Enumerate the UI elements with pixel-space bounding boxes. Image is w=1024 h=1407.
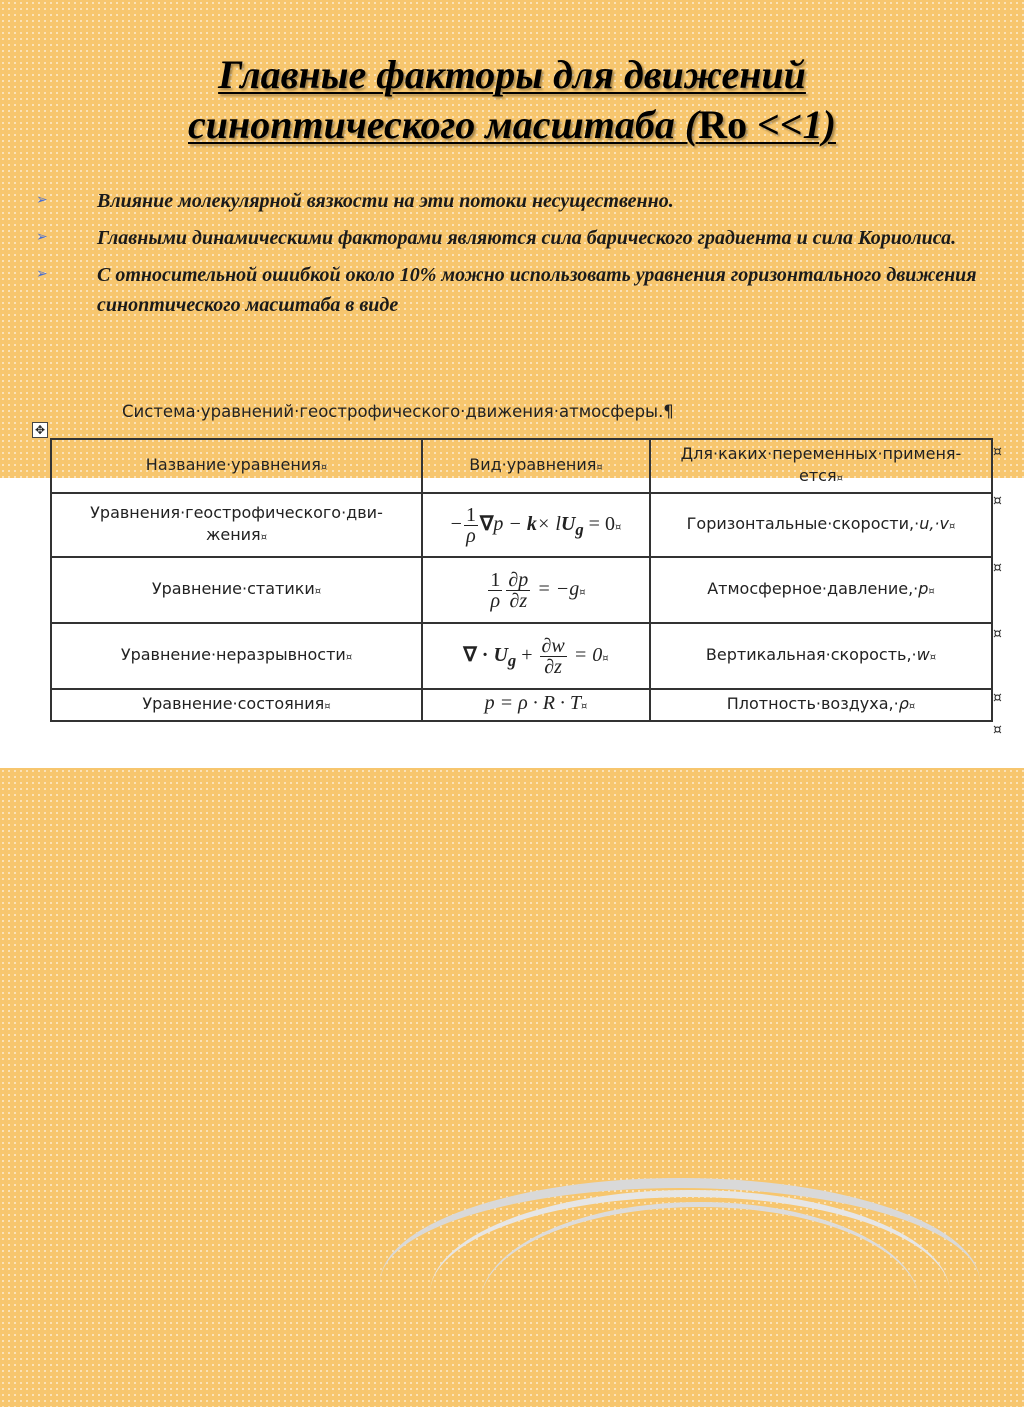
- arrow-bullet-icon: ➢: [36, 230, 48, 245]
- table-row: [51, 623, 992, 689]
- row-end-mark: ¤: [993, 626, 1002, 642]
- formula-part: ∇: [479, 512, 494, 535]
- formula-part: = 0: [568, 643, 603, 666]
- bullet-item: [36, 260, 996, 320]
- row-end-mark: ¤: [993, 690, 1002, 706]
- arrow-bullet-icon: ➢: [36, 193, 48, 208]
- formula-part: −: [450, 512, 462, 535]
- equation-name-cell: [51, 557, 422, 623]
- cell-mark: ¤: [908, 700, 916, 712]
- cell-mark: ¤: [320, 461, 328, 473]
- row-end-mark: ¤: [993, 444, 1002, 460]
- table-row: [51, 689, 992, 721]
- variables-cell: [650, 689, 992, 721]
- header-name: Название·уравнения: [145, 454, 321, 474]
- variable-symbol: ρ: [898, 693, 909, 713]
- formula-part: U: [560, 512, 576, 535]
- fraction: [464, 505, 478, 546]
- cell-mark: ¤: [345, 651, 353, 663]
- fraction: [488, 570, 502, 611]
- table-caption: Система·уравнений·геострофического·движения·атмосферы.¶: [122, 402, 674, 421]
- header-cell: [422, 439, 650, 493]
- formula-cell: [422, 557, 650, 623]
- cell-mark: ¤: [928, 585, 935, 597]
- fraction-num: ∂w: [541, 634, 565, 657]
- variables-text: Атмосферное·давление,·: [707, 578, 919, 598]
- cell-mark: ¤: [948, 520, 956, 532]
- cell-mark: ¤: [929, 651, 937, 663]
- bullet-list: [36, 186, 996, 327]
- formula-part: × l: [536, 512, 561, 535]
- title-line-1: Главные факторы для движений: [218, 52, 806, 97]
- equation-name: Уравнение·статики: [151, 578, 315, 598]
- table-header-row: [51, 439, 992, 493]
- variables-cell: [650, 557, 992, 623]
- table-row: [51, 557, 992, 623]
- title-line-2-end: <<1): [747, 102, 836, 147]
- formula-part: = 0: [583, 512, 615, 535]
- header-cell: [650, 439, 992, 493]
- hydrostatic-formula: [486, 568, 580, 612]
- variables-text: Вертикальная·скорость,·: [705, 644, 917, 664]
- fraction-den: ∂z: [544, 655, 562, 678]
- cell-mark: ¤: [602, 652, 609, 664]
- row-end-mark: ¤: [993, 560, 1002, 576]
- header-form: Вид·уравнения: [469, 454, 597, 474]
- formula-part: = −g: [532, 577, 580, 600]
- bullet-text: С относительной ошибкой около 10% можно использовать уравнения горизонтального движения синоптического масштаба в виде: [97, 264, 977, 316]
- fraction-num: 1: [490, 568, 501, 591]
- header-variables: Для·каких·переменных·применя-ется: [680, 443, 962, 485]
- variables-cell: [650, 623, 992, 689]
- move-handle-icon[interactable]: ✥: [32, 422, 48, 438]
- variables-text: Горизонтальные·скорости,·: [686, 513, 920, 533]
- table-row: [51, 493, 992, 557]
- fraction-num: 1: [465, 503, 476, 526]
- fraction-num: ∂p: [508, 568, 529, 591]
- title-line-2-text: синоптического масштаба (: [188, 102, 699, 147]
- formula-cell: [422, 493, 650, 557]
- variable-symbol: p: [918, 578, 929, 598]
- formula-part: g: [575, 519, 584, 539]
- bullet-item: [36, 223, 996, 253]
- title-line-2: [0, 100, 1024, 150]
- equation-name: Уравнения·геострофического·дви-жения: [90, 502, 383, 544]
- variable-symbol: w: [916, 644, 930, 664]
- formula-part: k: [526, 512, 537, 535]
- fraction: [506, 570, 530, 611]
- equations-table: [50, 438, 993, 722]
- formula-part: p −: [493, 512, 527, 535]
- geostrophic-formula: [450, 503, 615, 547]
- variables-text: Плотность·воздуха,·: [726, 693, 899, 713]
- fraction-den: ∂z: [509, 589, 528, 612]
- equation-name-cell: [51, 493, 422, 557]
- equation-name: Уравнение·состояния: [142, 693, 325, 713]
- bullet-text: Главными динамическими факторами являются сила барического градиента и сила Кориолиса.: [97, 227, 957, 249]
- decorative-swirl: [480, 1202, 920, 1407]
- variables-cell: [650, 493, 992, 557]
- title-ro: Ro: [698, 102, 748, 147]
- cell-mark: ¤: [324, 700, 331, 712]
- formula-cell: [422, 623, 650, 689]
- bullet-text: Влияние молекулярной вязкости на эти потоки несущественно.: [97, 190, 674, 212]
- continuity-formula: [463, 634, 603, 678]
- equation-name-cell: [51, 689, 422, 721]
- formula-part: g: [507, 650, 517, 670]
- variable-symbol: u,·v: [919, 513, 949, 533]
- state-formula: p = ρ · R · T: [484, 692, 582, 714]
- cell-mark: ¤: [314, 585, 322, 597]
- slide-title: [0, 50, 1024, 150]
- cell-mark: ¤: [579, 586, 586, 598]
- formula-part: +: [516, 643, 538, 666]
- formula-cell: [422, 689, 650, 721]
- arrow-bullet-icon: ➢: [36, 267, 48, 282]
- fraction-den: ρ: [490, 589, 501, 612]
- cell-mark: ¤: [581, 701, 588, 712]
- cell-mark: ¤: [596, 461, 603, 473]
- fraction-den: ρ: [466, 524, 476, 547]
- cell-mark: ¤: [836, 472, 843, 484]
- cell-mark: ¤: [614, 521, 622, 533]
- formula-part: U: [493, 643, 508, 666]
- bullet-item: [36, 186, 996, 216]
- equation-name: Уравнение·неразрывности: [120, 644, 346, 664]
- row-end-mark: ¤: [993, 493, 1002, 509]
- fraction: [540, 636, 567, 677]
- cell-mark: ¤: [260, 531, 268, 543]
- equation-name-cell: [51, 623, 422, 689]
- row-end-mark: ¤: [993, 722, 1002, 738]
- formula-part: ∇ ·: [463, 643, 494, 666]
- embedded-document-image: [30, 400, 1024, 768]
- header-cell: [51, 439, 422, 493]
